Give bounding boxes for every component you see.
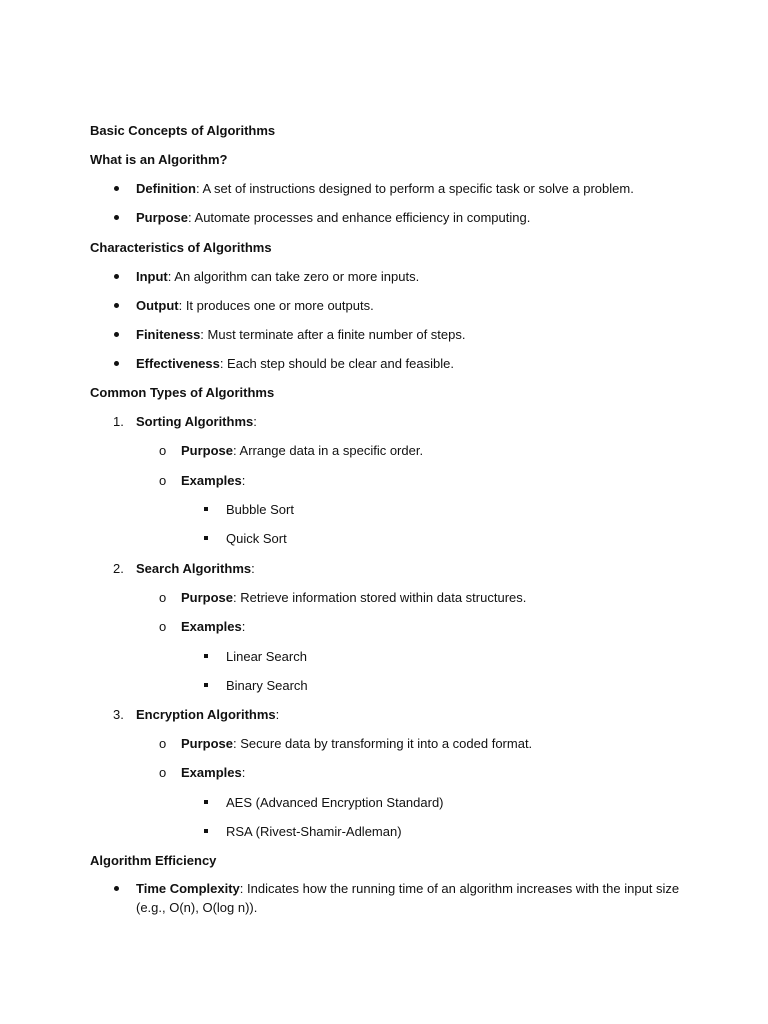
list-item [136,560,255,577]
circle-bullet-icon: o [159,473,167,488]
list-item [181,589,526,606]
colon: : [253,414,257,429]
term: Output [136,298,179,313]
bullet-icon [114,186,119,191]
bullet-icon [114,303,119,308]
example-item: AES (Advanced Encryption Standard) [226,795,444,810]
square-bullet-icon [204,800,208,804]
list-item [181,472,245,489]
list-item [136,355,454,372]
term: Definition [136,181,196,196]
description: : It produces one or more outputs. [178,298,374,313]
bullet-icon [114,332,119,337]
colon: : [251,561,255,576]
square-bullet-icon [204,654,208,658]
description: : An algorithm can take zero or more inputs. [167,269,420,284]
description: : A set of instructions designed to perform a specific task or solve a problem. [195,181,634,196]
list-item [136,413,257,430]
term: Examples [181,473,242,488]
list-item [181,735,532,752]
term: Time Complexity [136,881,240,896]
bullet-icon [114,886,119,891]
list-item [136,880,679,897]
description: : Secure data by transforming it into a coded format. [233,736,533,751]
colon: : [275,707,280,722]
list-item [136,268,419,285]
description: : Must terminate after a finite number of steps. [200,327,466,342]
example-item: Bubble Sort [226,502,294,517]
list-item [136,209,530,226]
square-bullet-icon [204,683,208,687]
list-number: 2. [113,561,124,576]
description: : Indicates how the running time of an algorithm increases with the input size [239,881,680,896]
example-item: Quick Sort [226,531,287,546]
circle-bullet-icon: o [159,443,167,458]
type-name: Encryption Algorithms [136,707,276,722]
circle-bullet-icon: o [159,590,167,605]
colon: : [241,765,246,780]
section-heading-types: Common Types of Algorithms [90,385,275,400]
list-number: 1. [113,414,124,429]
list-item [136,706,279,723]
list-number: 3. [113,707,124,722]
term: Purpose [181,443,234,458]
term: Effectiveness [136,356,220,371]
type-name: Sorting Algorithms [136,414,254,429]
term: Purpose [136,210,189,225]
section-heading-characteristics: Characteristics of Algorithms [90,240,272,255]
bullet-icon [114,274,119,279]
square-bullet-icon [204,507,208,511]
document-title: Basic Concepts of Algorithms [90,123,276,138]
term: Input [136,269,168,284]
example-item: Binary Search [226,678,308,693]
example-item: RSA (Rivest-Shamir-Adleman) [226,824,402,839]
list-item [136,326,465,343]
term: Examples [181,765,242,780]
list-item [181,618,245,635]
list-item-continuation: (e.g., O(n), O(log n)). [136,900,258,915]
term: Examples [181,619,242,634]
square-bullet-icon [204,829,208,833]
section-heading-what: What is an Algorithm? [90,152,228,167]
bullet-icon [114,361,119,366]
description: : Each step should be clear and feasible. [219,356,454,371]
list-item [136,180,634,197]
list-item [136,297,374,314]
description: : Arrange data in a specific order. [233,443,424,458]
section-heading-efficiency: Algorithm Efficiency [90,853,217,868]
description: : Automate processes and enhance efficiency in computing. [188,210,531,225]
term: Purpose [181,736,234,751]
description: : Retrieve information stored within data structures. [233,590,527,605]
type-name: Search Algorithms [136,561,252,576]
circle-bullet-icon: o [159,619,167,634]
square-bullet-icon [204,536,208,540]
term: Finiteness [136,327,201,342]
colon: : [241,473,246,488]
circle-bullet-icon: o [159,736,167,751]
term: Purpose [181,590,234,605]
bullet-icon [114,215,119,220]
colon: : [241,619,246,634]
list-item [181,764,245,781]
list-item [181,442,423,459]
circle-bullet-icon: o [159,765,167,780]
example-item: Linear Search [226,649,307,664]
